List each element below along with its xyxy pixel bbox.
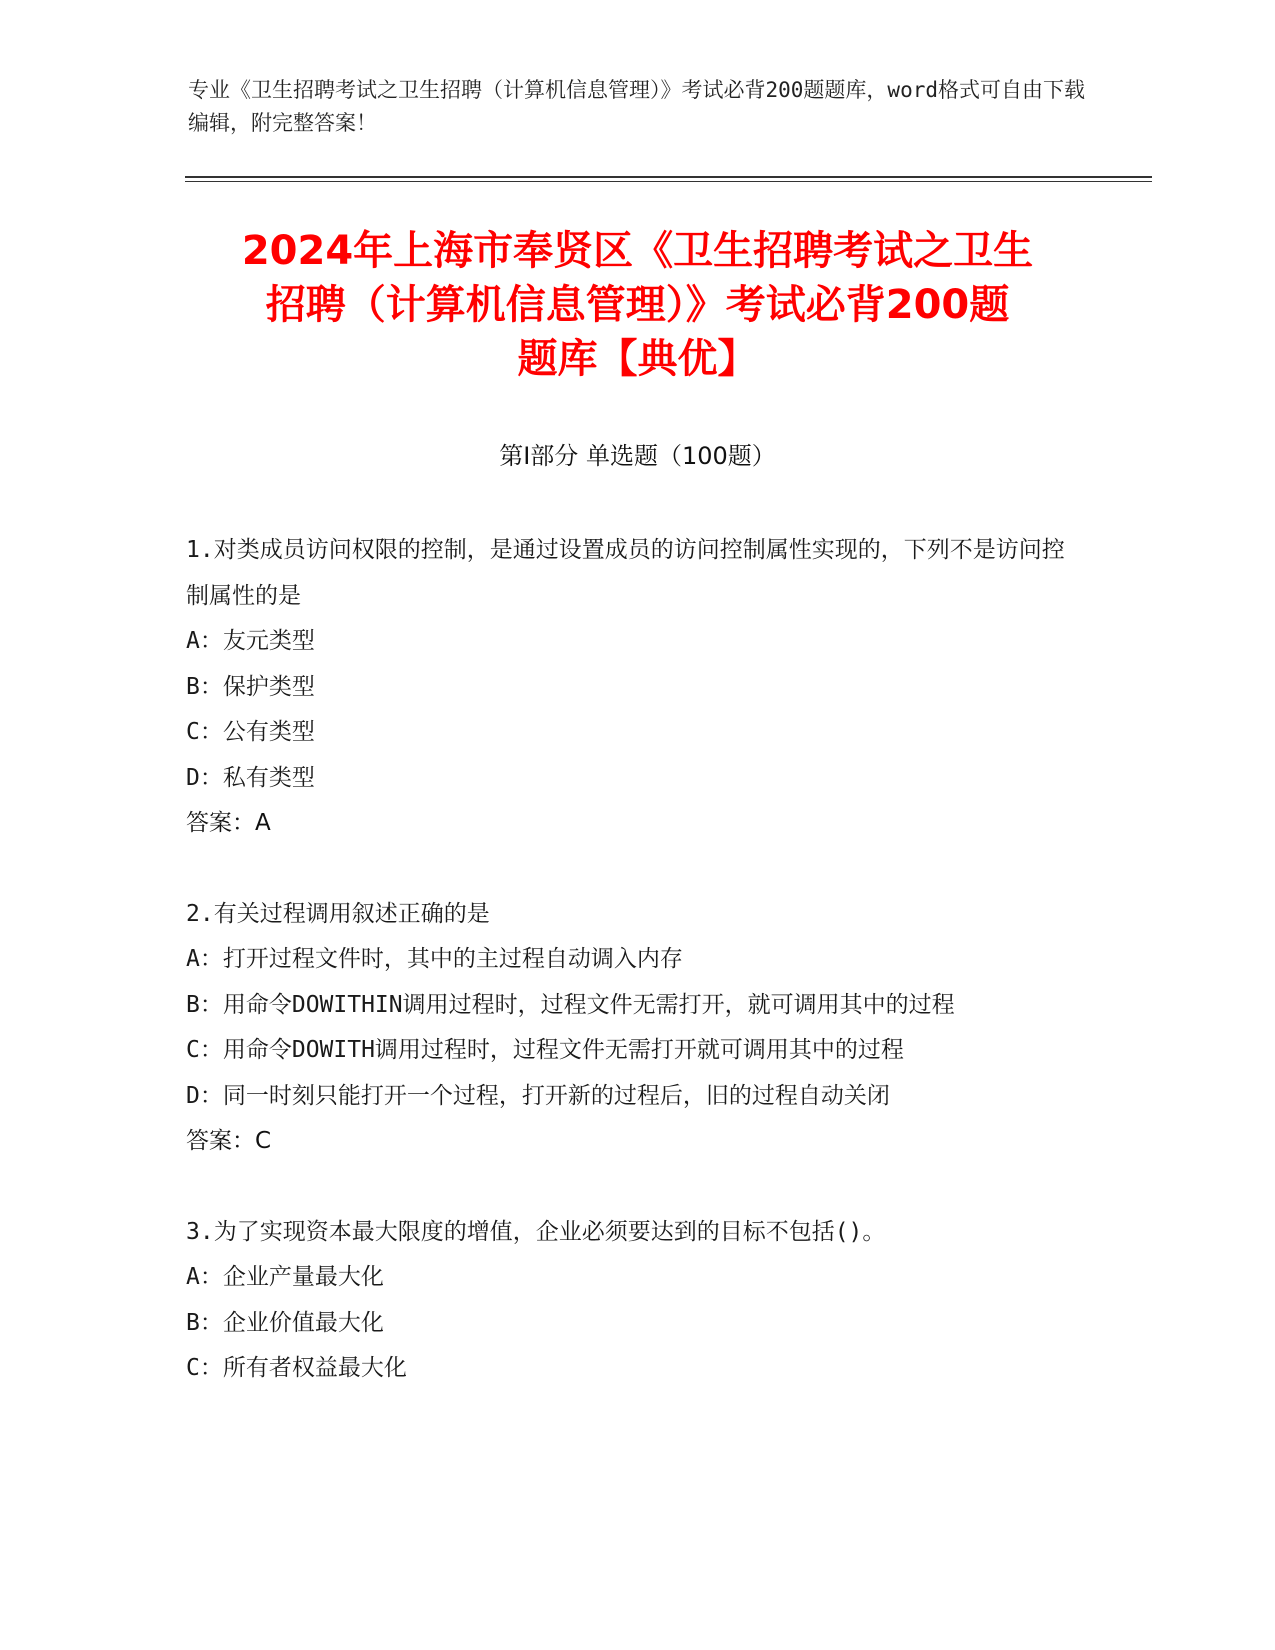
option-b: B：用命令DOWITHIN调用过程时，过程文件无需打开，就可调用其中的过程 xyxy=(186,991,955,1018)
option-d: D：私有类型 xyxy=(186,764,315,791)
question-spacer xyxy=(186,847,1066,892)
page-header: 专业《卫生招聘考试之卫生招聘（计算机信息管理）》考试必背200题题库，word格式可自由下载编辑，附完整答案！ xyxy=(188,78,1085,135)
question-stem: 2.有关过程调用叙述正确的是 xyxy=(186,900,490,927)
question-spacer xyxy=(186,1165,1066,1210)
option-a: A：友元类型 xyxy=(186,628,315,654)
answer: 答案：A xyxy=(186,810,271,836)
question-list xyxy=(186,528,1066,1392)
question-1 xyxy=(186,528,1066,847)
option-a: A：企业产量最大化 xyxy=(186,1264,384,1290)
option-b: B：企业价值最大化 xyxy=(186,1309,384,1336)
section-heading: 第Ⅰ部分 单选题（100题） xyxy=(499,442,776,470)
header-rule-thick xyxy=(185,176,1152,178)
document-title xyxy=(150,224,1125,386)
question-stem: 1.对类成员访问权限的控制，是通过设置成员的访问控制属性实现的，下列不是访问控制属性的是 xyxy=(186,537,1065,609)
answer: 答案：C xyxy=(186,1128,272,1154)
header-rule-thin xyxy=(185,181,1152,182)
document-title-line-1: 2024年上海市奉贤区《卫生招聘考试之卫生 xyxy=(241,228,1034,274)
document-title-line-3: 题库【典优】 xyxy=(517,336,758,382)
document-title-line-2: 招聘（计算机信息管理）》考试必背200题 xyxy=(265,282,1010,328)
option-b: B：保护类型 xyxy=(186,673,315,700)
question-3 xyxy=(186,1210,1066,1392)
question-2 xyxy=(186,892,1066,1165)
option-d: D：同一时刻只能打开一个过程，打开新的过程后，旧的过程自动关闭 xyxy=(186,1082,890,1109)
option-c: C：用命令DOWITH调用过程时，过程文件无需打开就可调用其中的过程 xyxy=(186,1037,904,1063)
question-stem: 3.为了实现资本最大限度的增值，企业必须要达到的目标不包括()。 xyxy=(186,1218,886,1245)
option-a: A：打开过程文件时，其中的主过程自动调入内存 xyxy=(186,946,683,972)
option-c: C：所有者权益最大化 xyxy=(186,1355,407,1381)
option-c: C：公有类型 xyxy=(186,719,315,745)
